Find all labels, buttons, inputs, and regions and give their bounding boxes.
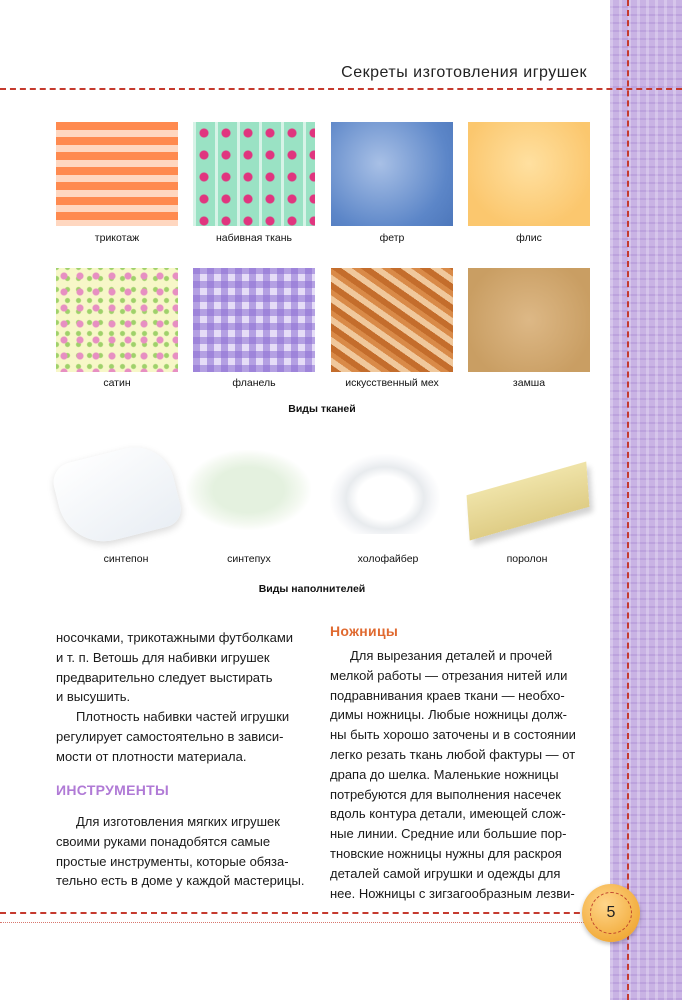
paragraph-scissors: Для вырезания деталей и прочей мелкой работы — отрезания нитей или подравнивания краев ткани — необхо- димы ножницы. Любые ножницы долж- ны быть хорошо заточены и в состоянии легко резать ткань любой фактуры — от драпа до шелка. Маленькие ножницы потребуются для выполнения насечек вдоль контура детали, имеющей слож- ные линии. Средние или большие пор- тновские ножницы нужны для раскроя деталей самой игрушки и одежды для нее. Ножницы с зигзагообразным лезви-: [330, 648, 576, 901]
fabric-label: фланель: [232, 377, 276, 389]
fabrics-caption: Виды тканей: [288, 403, 356, 415]
fillers-caption: Виды наполнителей: [258, 583, 366, 595]
paragraph-tools: Для изготовления мягких игрушек своими руками понадобятся самые простые инструменты, которые обяза- тельно есть в доме у каждой мастерицы.: [56, 814, 305, 889]
fabric-label: набивная ткань: [215, 232, 293, 244]
paragraph-rags: носочками, трикотажными футболками и т. п. Ветошь для набивки игрушек предварительно следует выстирать и высушить.: [56, 630, 294, 705]
left-column-tools: [56, 812, 318, 891]
right-column: [330, 646, 606, 903]
page-number-badge: [582, 884, 640, 942]
section-title-tools: ИНСТРУМЕНТЫ: [56, 782, 170, 798]
fabric-swatch-printed: [193, 122, 315, 226]
filler-image-sintepon: [49, 439, 184, 551]
header-stitch-line: [0, 88, 682, 90]
filler-label: синтепон: [103, 553, 149, 565]
fabric-swatch-satin: [56, 268, 178, 372]
filler-label: холофайбер: [357, 553, 419, 565]
fabric-swatch-fleece: [468, 122, 590, 226]
fabric-swatch-flannel: [193, 268, 315, 372]
left-column: [56, 628, 318, 767]
filler-image-foam: [467, 461, 590, 540]
filler-image-holofiber: [330, 454, 440, 534]
filler-label: поролон: [506, 553, 548, 565]
footer-dotted-line: [0, 922, 600, 923]
running-header: Секреты изготовления игрушек: [341, 64, 587, 81]
filler-image-sintepukh: [186, 450, 311, 530]
fabric-label: искусственный мех: [345, 377, 439, 389]
filler-label: синтепух: [227, 553, 271, 565]
decorative-side-strip: [610, 0, 682, 1000]
fabric-swatch-suede: [468, 268, 590, 372]
fabric-label: трикотаж: [94, 232, 140, 244]
fabric-label: фетр: [379, 232, 405, 244]
paragraph-density: Плотность набивки частей игрушки регулирует самостоятельно в зависи- мости от плотности материала.: [56, 709, 290, 764]
footer-stitch-line: [0, 912, 600, 914]
fabric-label: замша: [512, 377, 546, 389]
fabric-swatch-knit: [56, 122, 178, 226]
fabric-label: флис: [516, 232, 542, 244]
fabric-swatch-fur: [331, 268, 453, 372]
fabric-swatch-felt: [331, 122, 453, 226]
page-number: 5: [606, 904, 616, 921]
section-title-scissors: Ножницы: [330, 623, 399, 639]
fabric-label: сатин: [103, 377, 131, 389]
side-stitch-line: [627, 0, 629, 1000]
